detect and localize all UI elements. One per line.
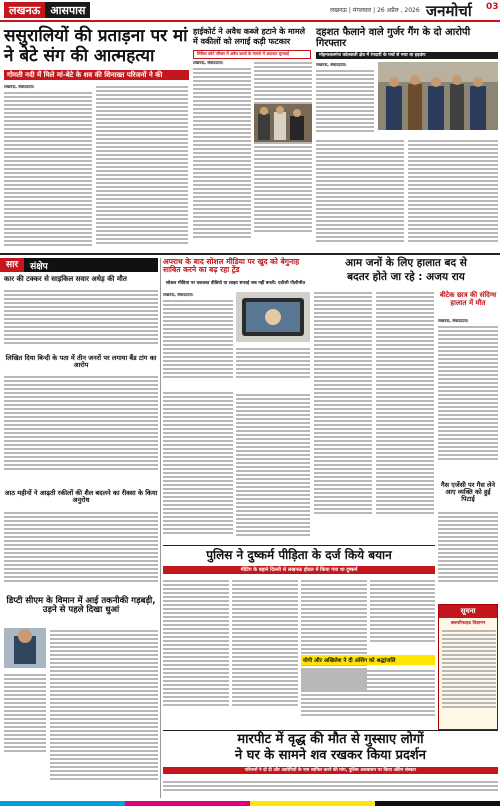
page-header (0, 0, 500, 22)
sidebar-divider (160, 258, 161, 798)
btech-dateline: लखनऊ, संवाददाता। (438, 318, 469, 323)
second-headline-1-visible: हाईकोर्ट ने अवैध कब्जे हटाने के मामले (193, 27, 306, 36)
lead-headline-1: ससुरालियों की प्रताड़ना पर मां (4, 26, 188, 46)
brief-title-2: लिखित दिया बिन्दी के पता में तीन जनरों पर लगाया बैंड टांग का आरोप (5, 354, 157, 370)
third-dateline: लखनऊ, संवाददाता। (316, 62, 347, 67)
brief-body-3 (4, 510, 158, 594)
mid-body-col2 (236, 346, 310, 390)
color-registration-bar (0, 801, 500, 806)
ad-body (442, 628, 496, 728)
third-body-col3 (408, 138, 498, 250)
page-number: 03 (486, 2, 499, 12)
classified-ad-box (438, 604, 498, 730)
rape-body-col1 (163, 578, 229, 728)
yogi-strip-text: योगी और अखिलेश ने दी अंशिंग को श्रद्धांजलि (303, 658, 396, 664)
brief-title-1: कार की टक्कर से साइकिल सवार अधेड़ की मौत (4, 275, 127, 283)
brief-body-4 (50, 628, 158, 788)
mid-headline: अपराध के बाद सोशल मीडिया पर खुद को बेगुनाह साबित करने का बढ़ रहा ट्रेंड (163, 257, 300, 274)
section-main-label: लखनऊ (4, 2, 45, 18)
brief-title-4: डिप्टी सीएम के विमान में आई तकनीकी गड़बड़ी, उड़ने से पहले दिखा धुआं (6, 596, 156, 616)
third-body-col2 (316, 138, 404, 250)
masthead-logo: जनमोर्चा (426, 2, 472, 20)
lead-subhead: गोमती नदी में मिले मां-बेटे के शव की शिनाख्त परिजनों ने की (4, 70, 189, 80)
aam-headline-2: बदतर होते जा रहे : अजय राय (347, 271, 465, 283)
second-headline-2: में वकीलों को लगाई कड़ी फटकार (193, 37, 291, 46)
yogi-strip (301, 655, 435, 665)
aam-body-col2 (376, 290, 434, 540)
reg-swatch-black (375, 801, 500, 806)
section-sub-label: आसपास (45, 2, 90, 18)
section-divider-top (0, 253, 500, 255)
third-subhead: मोहनलालगंज कोतवाली क्षेत्र में रंगदारी के पर्चा से मचा था हड़कंप (316, 52, 498, 59)
rape-body-col2 (232, 578, 298, 728)
plane-photo-art (4, 628, 46, 668)
second-subhead: सिविल कोर्ट परिसर में अवैध कब्जे के मामले में अदालत सुनवाई (193, 50, 311, 59)
section-tab (4, 2, 90, 18)
briefs-band-label-2: संक्षेप (30, 261, 48, 272)
lead-headline-2: ने बेटे संग की आत्महत्या (4, 46, 155, 66)
third-body (316, 62, 374, 136)
ad-subhead: क्लासीफाइड विज्ञापन (450, 621, 486, 626)
bottom-subhead: परिजनों ने दो दी और आरोपियों के नाम शामिल करने की मांग, पुलिस आश्वासन पर किया अंतिम संस्कार (163, 767, 498, 774)
brief-body-2 (4, 374, 158, 484)
second-dateline: लखनऊ, संवाददाता। (193, 60, 224, 65)
gas-body (438, 510, 498, 600)
rape-body-col4 (370, 578, 435, 652)
edition-date: लखनऊ | मंगलवार | 26 अप्रैल , 2026 (330, 7, 420, 14)
reg-swatch-yellow (250, 801, 375, 806)
arrest-photo-art (378, 62, 498, 130)
lead-body-col2 (96, 84, 188, 250)
btech-title: बीटेक छात्र की संदिग्ध हालात में मौत (439, 291, 497, 307)
court-photo (254, 104, 312, 142)
reg-swatch-cyan (0, 801, 125, 806)
court-photo-art (254, 104, 312, 142)
rape-subhead: मीटिंग के बहाने दिल्ली से लखनऊ होटल में किया गया था दुष्कर्म (163, 566, 435, 574)
briefs-band-label-1: सार (0, 258, 24, 272)
lead-dateline: लखनऊ, संवाददाता। (4, 84, 35, 89)
mid-body (163, 292, 233, 387)
briefs-band (0, 258, 158, 272)
bottom-headline-2: ने घर के सामने शव रखकर किया प्रदर्शन (235, 748, 426, 763)
social-media-photo-art (236, 292, 310, 342)
second-body-col2 (254, 60, 312, 250)
brief-body-1 (4, 288, 158, 350)
bottom-story-top-rule (163, 730, 498, 731)
plane-photo (4, 628, 46, 668)
social-media-photo (236, 292, 310, 342)
bottom-body (163, 779, 498, 799)
mid-body-col4 (236, 392, 310, 542)
aam-body (314, 290, 372, 540)
gas-title: गैस एजेंसी पर गैस लेने आए व्यक्ति को हुई पिटाई (440, 481, 496, 504)
arrest-photo (378, 62, 498, 130)
bottom-headline-1: मारपीट में वृद्ध की मौत से गुस्साए लोगों (237, 732, 424, 747)
brief-title-3: आठ महीनों ने आढ़ती रकीलों की शैल बदलने का रीक्सा के किया अनुरोध (4, 489, 158, 505)
rape-story-top-rule (163, 545, 435, 546)
third-headline: दहशत फैलाने वाले गुर्जर गैंग के दो आरोपी गिरफ्तार (316, 27, 471, 49)
mid-body-col3 (163, 390, 233, 542)
lead-body (4, 84, 92, 250)
rape-headline: पुलिस ने दुष्कर्म पीड़िता के दर्ज किये बयान (206, 548, 392, 562)
btech-body (438, 318, 498, 478)
second-body (193, 60, 251, 250)
ad-heading: सूचना (439, 605, 497, 618)
aam-headline-1: आम जनों के लिए हालात बद से (345, 257, 467, 269)
reg-swatch-magenta (125, 801, 250, 806)
brief-body-4b (4, 672, 46, 788)
mid-dateline: लखनऊ, संवाददाता। (163, 292, 194, 297)
mid-subhead: सोशल मीडिया पर वकालत वीडियो या लाइव सफाई जब नहीं बनती: एडीजी पीलीभीत (163, 280, 309, 287)
yogi-body (301, 668, 435, 728)
